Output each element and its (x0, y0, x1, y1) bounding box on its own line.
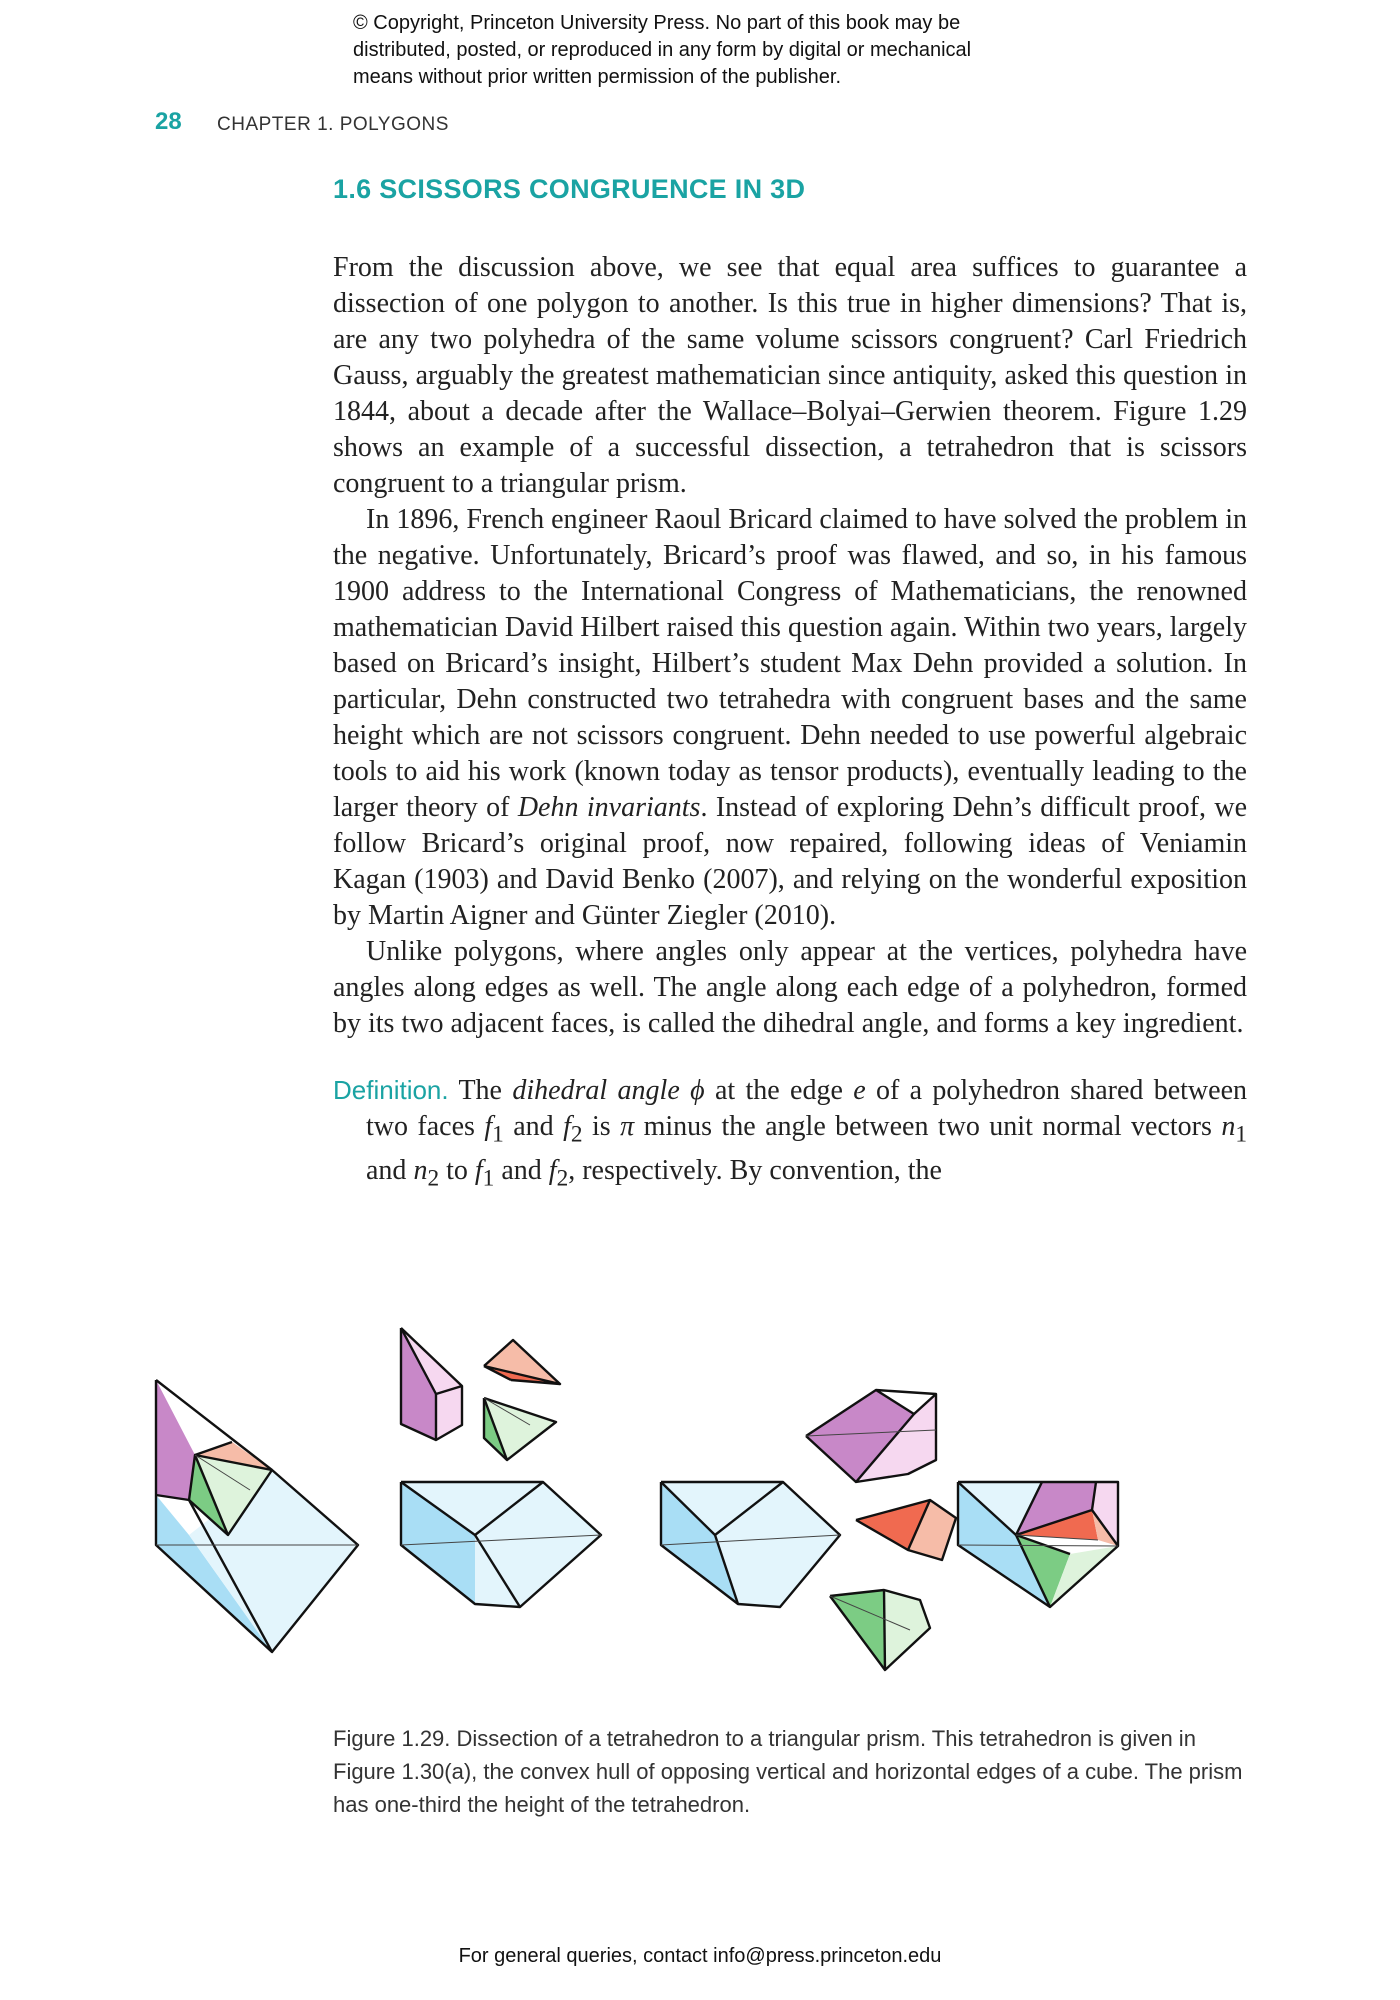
definition-text (680, 1075, 690, 1106)
copyright-notice (353, 10, 1113, 91)
subscript: 1 (492, 1121, 504, 1148)
normal-symbol: n (1221, 1111, 1236, 1142)
subscript: 2 (570, 1121, 583, 1148)
face-symbol: f (474, 1154, 483, 1186)
face-symbol: f (548, 1154, 557, 1186)
figure-caption: Figure 1.29. Dissection of a tetrahedron to a triangular prism. This tetrahedron is given in Figure 1.30(a), the convex hull of opposing vertical and horizontal edges of a cube. The prism has one-third the height of the tetrahedron. (333, 1726, 1243, 1817)
light-green-face (884, 1590, 930, 1670)
edge-symbol: e (853, 1075, 866, 1106)
subscript: 1 (482, 1165, 495, 1192)
purple-face (156, 1380, 195, 1500)
phi-symbol: ϕ (690, 1075, 705, 1106)
pieces-separated (401, 1328, 601, 1607)
definition-text: , respectively. By convention, the (568, 1154, 942, 1186)
prism-assembled (958, 1482, 1118, 1607)
definition-block (333, 1072, 1247, 1196)
paragraph: From the discussion above, we see that equal area suffices to guarantee a dissection of one polygon to another. Is this true in higher dimensions? That is, are any two polyhedra of the same volume scissors congruent? Carl Friedrich Gauss, arguably the greatest mathematician since antiquity, asked this question in 1844, about a decade after the Wallace–Bolyai–Gerwien theorem. Figure 1.29 shows an example of a successful dissection, a tetrahedron that is scissors congruent to a triangular prism. (333, 252, 1247, 499)
paragraph: Unlike polygons, where angles only appear at the vertices, polyhedra have angles along edges as well. The angle along each edge of a polyhedron, formed by its two adjacent faces, is called the dihedral angle, and forms a key ingredient. (333, 936, 1247, 1039)
emphasis-text: Dehn invariants (517, 792, 701, 823)
paragraph-text: . Instead of exploring Dehn’s difficult proof, we follow Bricard’s original proof, now repaired, following ideas of Veniamin Kagan (1903) and David Benko (2007), and relying on the wonderful exposition by Martin Aigner and Günter Ziegler (2010). (333, 792, 1247, 931)
definition-text: is (582, 1111, 621, 1142)
definition-text: and (366, 1154, 414, 1186)
page-number: 28 (155, 108, 182, 135)
tetrahedron-assembled (156, 1380, 358, 1652)
chapter-label: CHAPTER 1. POLYGONS (217, 114, 449, 135)
paragraph (333, 502, 1247, 934)
dissection-figure (140, 1310, 1260, 1710)
definition-label: Definition. (333, 1075, 449, 1105)
normal-symbol: n (413, 1154, 428, 1186)
prism-separated (661, 1390, 956, 1670)
face-symbol: f (484, 1111, 493, 1142)
subscript: 1 (1235, 1121, 1247, 1148)
definition-text: of a polyhedron shared between two faces (366, 1075, 1247, 1142)
definition-text: and (494, 1154, 549, 1186)
definition-term: dihedral angle (512, 1075, 680, 1106)
definition-text: and (503, 1111, 564, 1142)
copyright-line: means without prior written permission of the publisher. (353, 66, 842, 88)
definition-text: minus the angle between two unit normal vectors (634, 1111, 1222, 1142)
definition-text: to (439, 1154, 475, 1186)
copyright-line: © Copyright, Princeton University Press. No part of this book may be (353, 12, 961, 34)
section-heading: 1.6 SCISSORS CONGRUENCE IN 3D (333, 174, 806, 204)
footer-contact: For general queries, contact info@press.princeton.edu (458, 1945, 942, 1967)
subscript: 2 (427, 1165, 440, 1192)
definition-text: at the edge (704, 1075, 854, 1106)
subscript: 2 (556, 1165, 569, 1192)
body-text (333, 250, 1247, 1196)
face-symbol: f (563, 1111, 571, 1142)
pi-symbol: π (620, 1111, 635, 1142)
definition-text: The (448, 1075, 513, 1106)
copyright-line: distributed, posted, or reproduced in any form by digital or mechanical (353, 39, 972, 61)
paragraph-text: In 1896, French engineer Raoul Bricard claimed to have solved the problem in the negative. Unfortunately, Bricard’s proof was flawed, and so, in his famous 1900 address to the International Congress of Mathematicians, the renowned mathematician David Hilbert raised this question again. Within two years, largely based on Bricard’s insight, Hilbert’s student Max Dehn provided a solution. In particular, Dehn constructed two tetrahedra with congruent bases and the same height which are not scissors congruent. Dehn needed to use powerful algebraic tools to aid his work (known today as tensor products), eventually leading to the larger theory of (333, 504, 1247, 823)
